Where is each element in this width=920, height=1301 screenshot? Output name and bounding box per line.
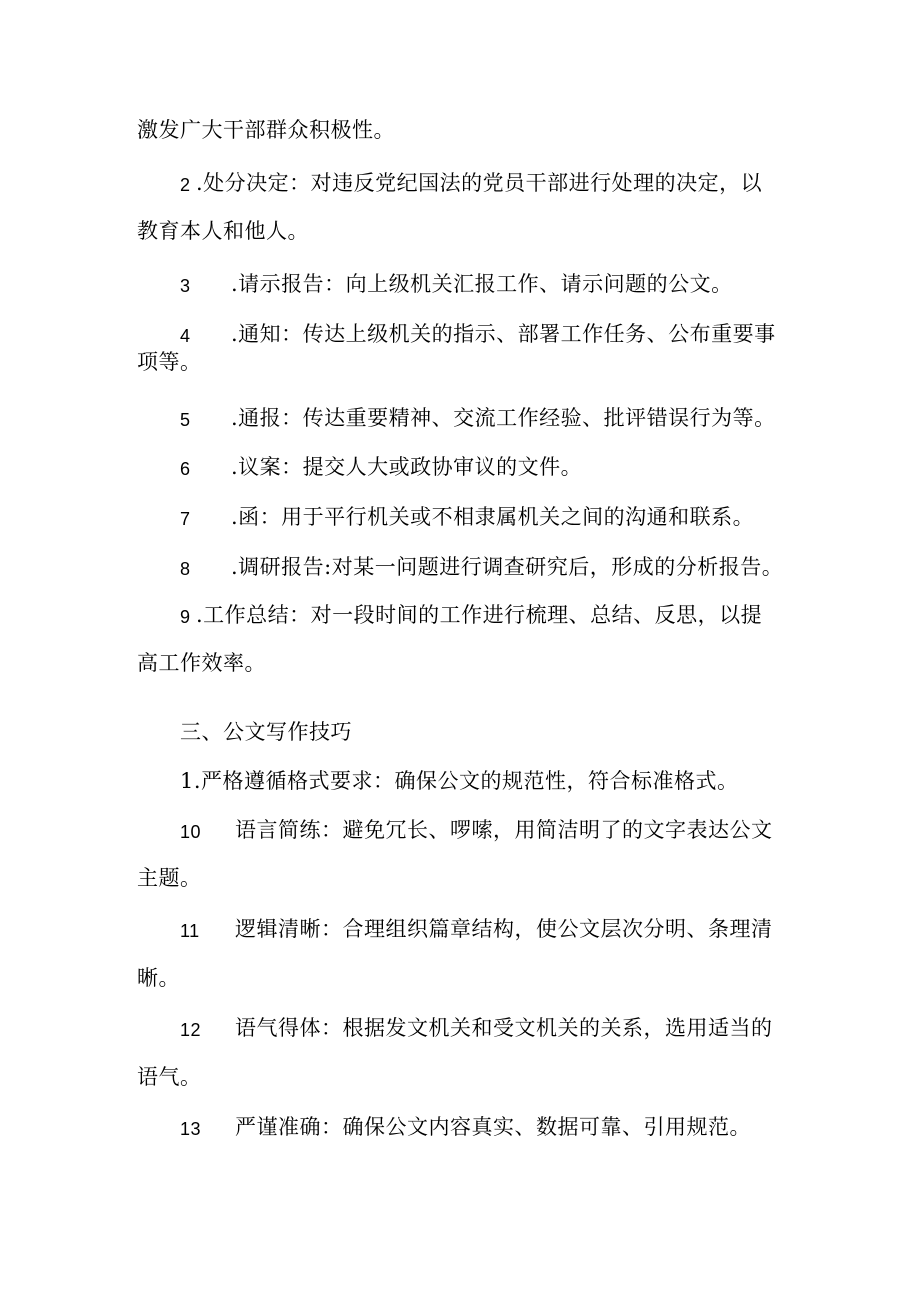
list-text: 1.严格遵循格式要求：确保公文的规范性，符合标准格式。 bbox=[180, 769, 739, 793]
list-number: 11 bbox=[180, 921, 200, 941]
list-text: 逻辑清晰：合理组织篇章结构，使公文层次分明、条理清 bbox=[235, 917, 773, 941]
list-text: .请示报告：向上级机关汇报工作、请示问题的公文。 bbox=[231, 272, 733, 296]
list-text: .议案：提交人大或政协审议的文件。 bbox=[231, 455, 583, 479]
list-text: .工作总结：对一段时间的工作进行梳理、总结、反思，以提 bbox=[196, 603, 763, 627]
list-text-continued: 教育本人和他人。 bbox=[137, 219, 309, 243]
list-text-continued: 主题。 bbox=[137, 866, 202, 890]
list-number: 3 bbox=[180, 276, 191, 296]
list-text: 语言简练：避免冗长、啰嗦，用简洁明了的文字表达公文 bbox=[235, 818, 773, 842]
list-text-continued: 语气。 bbox=[137, 1065, 202, 1089]
list-text: .调研报告:对某一问题进行调查研究后，形成的分析报告。 bbox=[231, 555, 784, 579]
list-text: .处分决定：对违反党纪国法的党员干部进行处理的决定，以 bbox=[196, 171, 763, 195]
continuation-text: 激发广大干部群众积极性。 bbox=[137, 118, 395, 142]
list-number: 10 bbox=[180, 822, 202, 842]
list-text-continued: 高工作效率。 bbox=[137, 651, 266, 675]
list-text: .通报：传达重要精神、交流工作经验、批评错误行为等。 bbox=[231, 406, 776, 430]
list-number: 7 bbox=[180, 509, 191, 529]
list-number: 5 bbox=[180, 410, 191, 430]
list-text-continued: 晰。 bbox=[137, 966, 180, 990]
list-number: 6 bbox=[180, 459, 191, 479]
list-text: 语气得体：根据发文机关和受文机关的关系，选用适当的 bbox=[235, 1016, 773, 1040]
section-heading-text: 三、公文写作技巧 bbox=[180, 720, 352, 744]
list-text: .通知：传达上级机关的指示、部署工作任务、公布重要事 bbox=[231, 322, 776, 346]
list-text: .函：用于平行机关或不相隶属机关之间的沟通和联系。 bbox=[231, 505, 755, 529]
list-text: 严谨准确：确保公文内容真实、数据可靠、引用规范。 bbox=[235, 1115, 751, 1139]
list-number: 2 bbox=[180, 175, 191, 195]
list-number: 4 bbox=[180, 326, 191, 346]
list-text-continued: 项等。 bbox=[137, 350, 202, 374]
list-number: 9 bbox=[180, 607, 191, 627]
list-number: 12 bbox=[180, 1020, 202, 1040]
list-number: 13 bbox=[180, 1119, 202, 1139]
list-number: 8 bbox=[180, 559, 191, 579]
